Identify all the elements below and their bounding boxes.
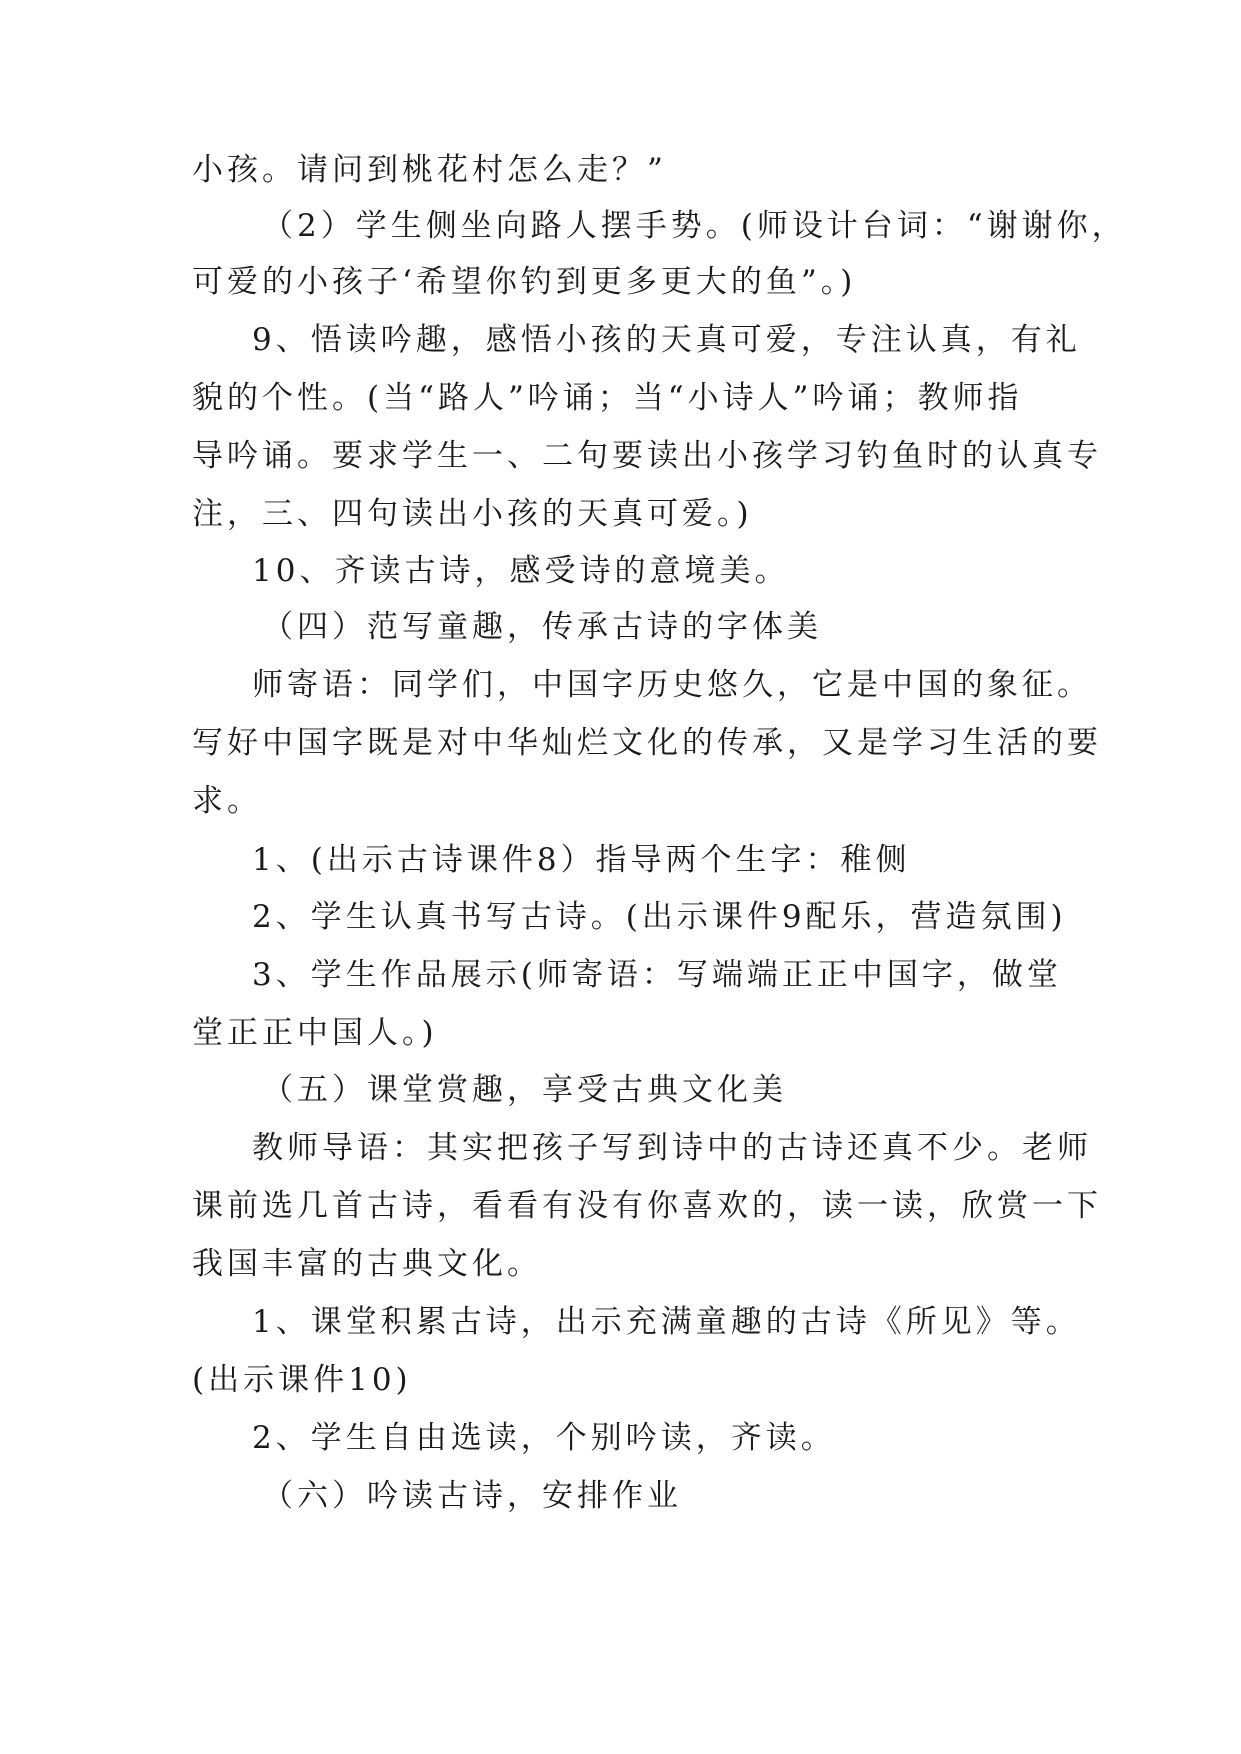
- section-heading: （五）课堂赏趣，享受古典文化美: [262, 1072, 787, 1108]
- text-line: 10、齐读古诗，感受诗的意境美。: [252, 553, 790, 589]
- text-line: 教师导语：其实把孩子写到诗中的古诗还真不少。老师: [252, 1130, 1092, 1166]
- text-line: 写好中国字既是对中华灿烂文化的传承，又是学习生活的要: [192, 725, 1102, 761]
- text-line: (出示课件10): [192, 1362, 412, 1398]
- text-line: 师寄语：同学们，中国字历史悠久，它是中国的象征。: [252, 667, 1092, 703]
- text-line: 2、学生认真书写古诗。(出示课件9配乐，营造氛围): [252, 899, 1067, 935]
- text-line: 求。: [192, 783, 262, 819]
- text-line: 貌的个性。(当“路人”吟诵；当“小诗人”吟诵；教师指: [192, 380, 1023, 416]
- section-heading: （六）吟读古诗，安排作业: [262, 1478, 682, 1514]
- text-line: 2、学生自由选读，个别吟读，齐读。: [252, 1420, 836, 1456]
- text-line: 3、学生作品展示(师寄语：写端端正正中国字，做堂: [252, 957, 1062, 993]
- text-line: （2）学生侧坐向路人摆手势。(师设计台词：“谢谢你，: [262, 208, 1127, 244]
- text-line: 1、(出示古诗课件8）指导两个生字：稚侧: [252, 842, 911, 878]
- text-line: 小孩。请问到桃花村怎么走？”: [192, 152, 667, 188]
- text-line: 9、悟读吟趣，感悟小孩的天真可爱，专注认真，有礼: [252, 322, 1081, 358]
- text-line: 堂正正中国人。): [192, 1015, 438, 1051]
- text-line: 注，三、四句读出小孩的天真可爱。): [192, 496, 753, 532]
- text-line: 导吟诵。要求学生一、二句要读出小孩学习钓鱼时的认真专: [192, 438, 1102, 474]
- text-line: 我国丰富的古典文化。: [192, 1246, 542, 1282]
- text-line: 课前选几首古诗，看看有没有你喜欢的，读一读，欣赏一下: [192, 1188, 1102, 1224]
- text-line: 1、课堂积累古诗，出示充满童趣的古诗《所见》等。: [252, 1304, 1081, 1340]
- text-line: 可爱的小孩子‘希望你钓到更多更大的鱼”。): [192, 264, 857, 300]
- section-heading: （四）范写童趣，传承古诗的字体美: [262, 609, 822, 645]
